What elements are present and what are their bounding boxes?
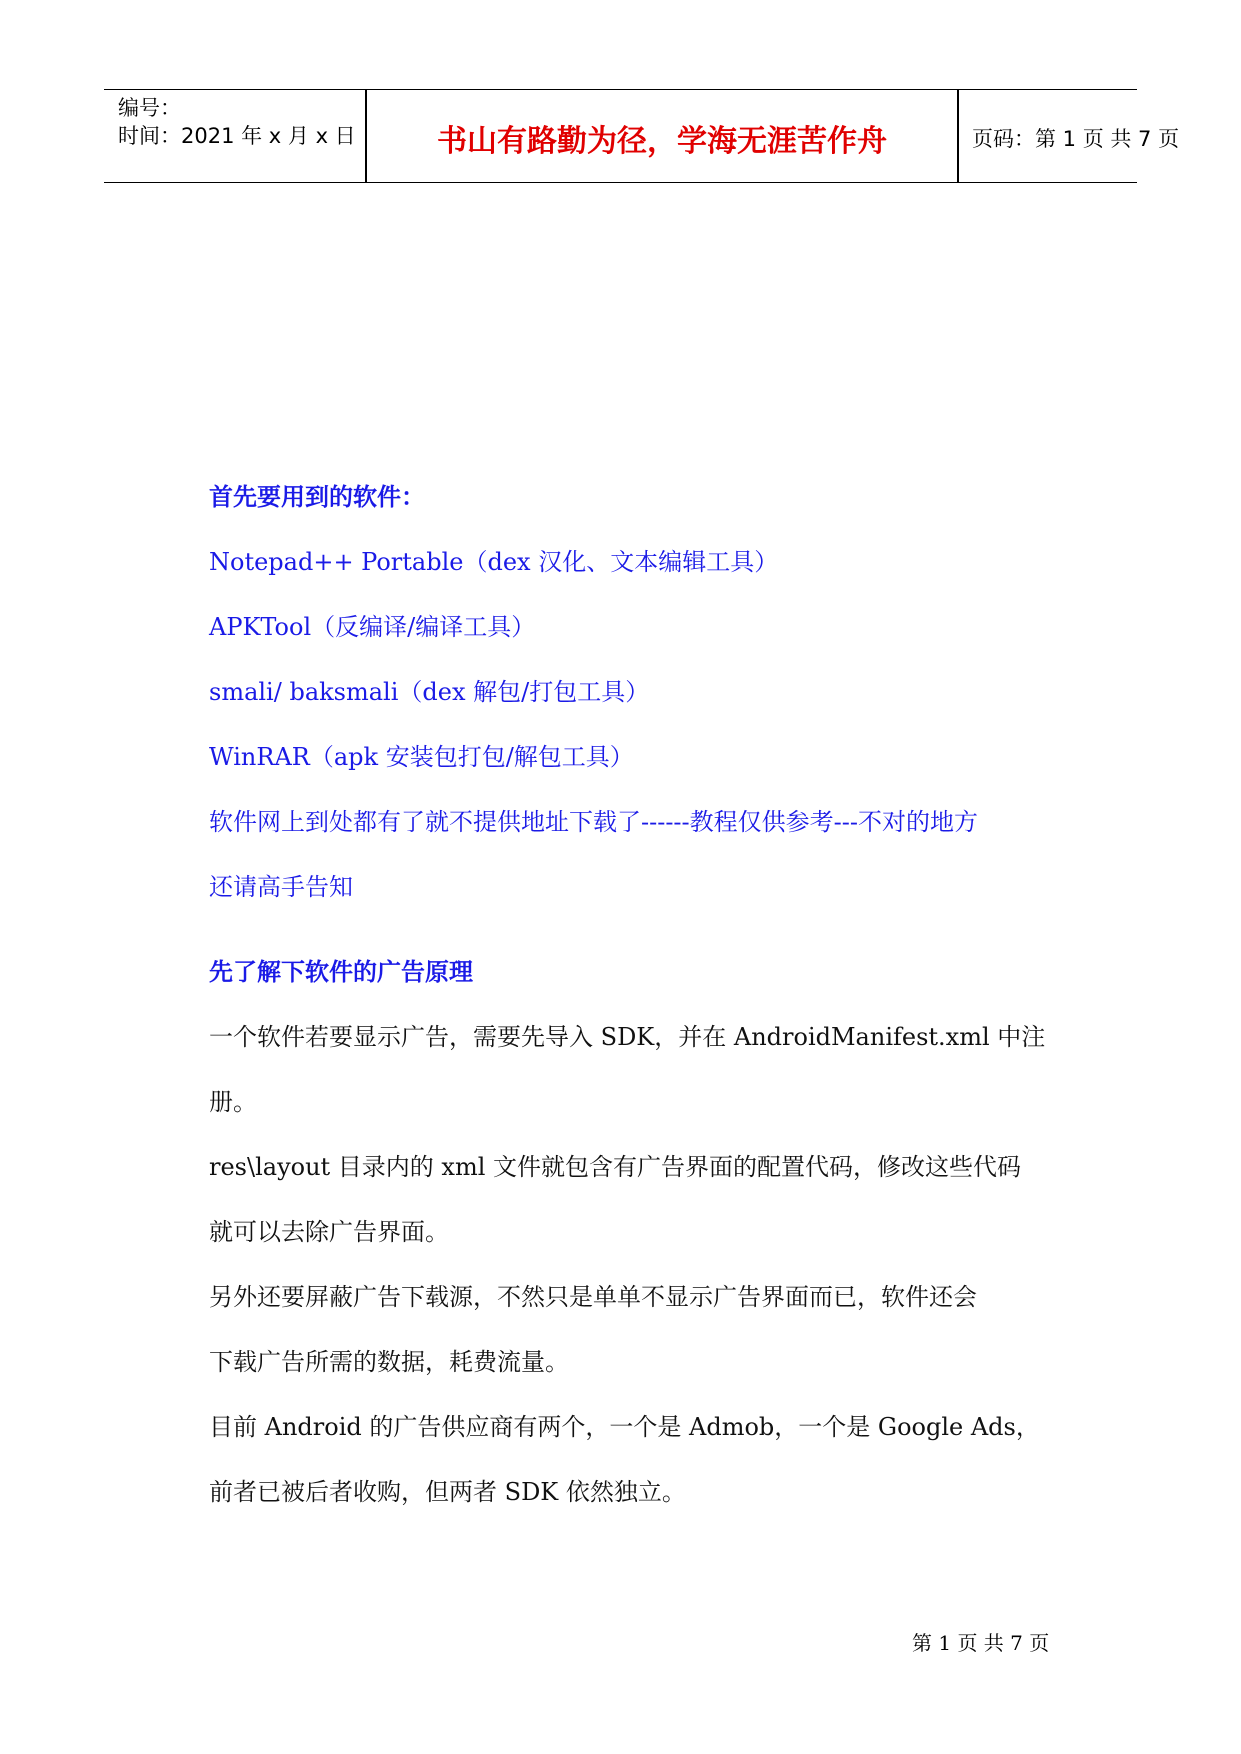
motto-text: 书山有路勤为径，学海无涯苦作舟 — [437, 124, 887, 159]
header-motto-cell — [367, 90, 959, 182]
paragraph-line: 一个软件若要显示广告，需要先导入 SDK，并在 AndroidManifest.xml 中注 — [209, 1023, 1046, 1051]
page-footer-number: 第 1 页 共 7 页 — [912, 1631, 1050, 1655]
paragraph-line: 另外还要屏蔽广告下载源，不然只是单单不显示广告界面而已，软件还会 — [209, 1283, 977, 1311]
section-heading-software: 首先要用到的软件： — [209, 483, 425, 511]
date-label: 时间：2021 年 x 月 x 日 — [118, 124, 356, 148]
section-heading-ad-principle: 先了解下软件的广告原理 — [209, 958, 473, 986]
software-line: WinRAR（apk 安装包打包/解包工具） — [209, 743, 634, 771]
header-page-info: 页码：第 1 页 共 7 页 — [972, 127, 1180, 151]
software-line: Notepad++ Portable（dex 汉化、文本编辑工具） — [209, 548, 779, 576]
paragraph-line: 目前 Android 的广告供应商有两个，一个是 Admob，一个是 Google Ads， — [209, 1413, 1040, 1441]
header-page-cell — [959, 90, 1180, 182]
software-note-line: 软件网上到处都有了就不提供地址下载了------教程仅供参考---不对的地方 — [209, 808, 978, 836]
document-body — [209, 465, 1069, 1525]
page-header — [104, 89, 1180, 183]
header-meta-cell — [104, 90, 367, 182]
paragraph-line: 就可以去除广告界面。 — [209, 1218, 449, 1246]
paragraph-line: res\layout 目录内的 xml 文件就包含有广告界面的配置代码，修改这些代码 — [209, 1153, 1022, 1181]
serial-number-label: 编号： — [118, 96, 181, 120]
software-line: smali/ baksmali（dex 解包/打包工具） — [209, 678, 650, 706]
paragraph-line: 前者已被后者收购，但两者 SDK 依然独立。 — [209, 1478, 686, 1506]
software-line: APKTool（反编译/编译工具） — [209, 613, 536, 641]
software-note-line: 还请高手告知 — [209, 873, 353, 901]
section-spacer — [209, 920, 1069, 940]
paragraph-line: 下载广告所需的数据，耗费流量。 — [209, 1348, 569, 1376]
paragraph-line: 册。 — [209, 1088, 257, 1116]
